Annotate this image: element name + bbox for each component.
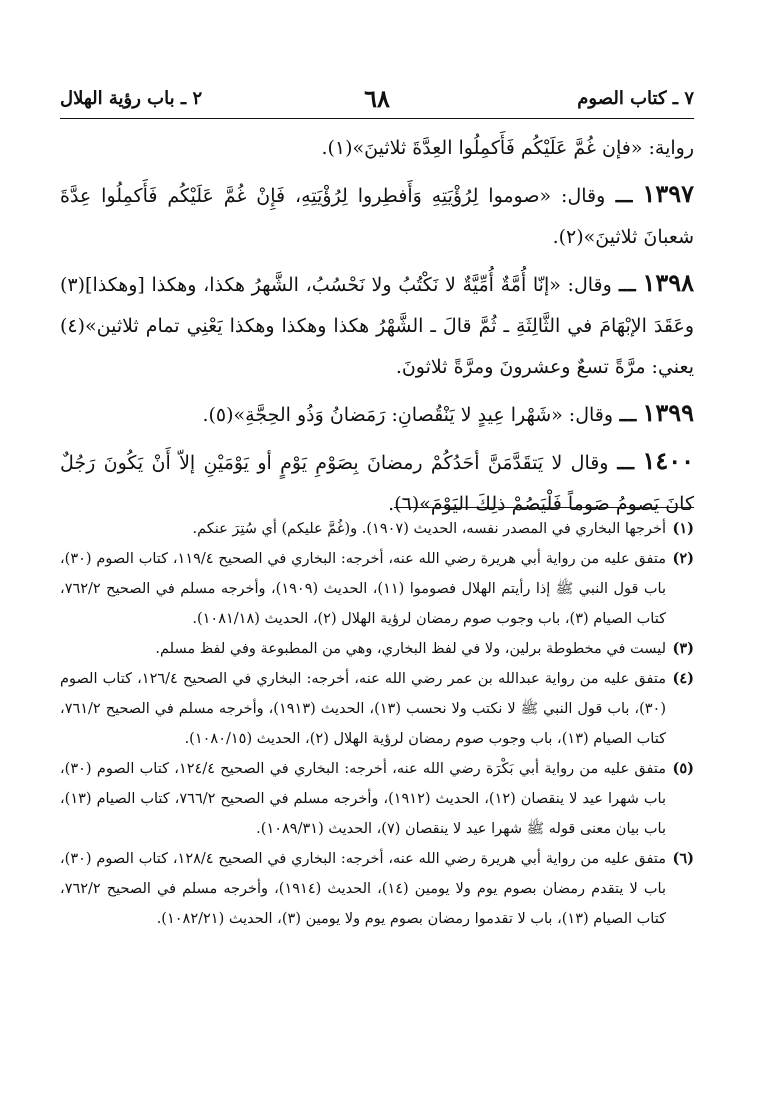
paragraph-text: رواية: «فإن غُمَّ عَلَيْكُم فَأَكمِلُوا العِدَّةَ ثلاثينَ»(١). <box>321 137 694 159</box>
header-rule <box>60 118 694 119</box>
footnote-number: (٢) <box>672 550 694 567</box>
paragraph-text: وقال: «شَهْرا عِيدٍ لا يَنْقُصانِ: رَمَضانُ وَذُو الحِجَّةِ»(٥). <box>202 404 614 426</box>
running-header <box>60 84 694 116</box>
footnotes <box>60 514 694 934</box>
footnote-text: متفق عليه من رواية عبدالله بن عمر رضي الله عنه، أخرجه: البخاري في الصحيح ١٢٦/٤، كتاب الصوم (٣٠)، باب قول النبي ﷺ لا نكتب ولا نحسب (١٣)، الحديث (١٩١٣)، وأخرجه مسلم في الصحيح ٧٦١/٢، كتاب الصيام (١٣)، باب وجوب صوم رمضان لرؤية الهلال (٢)، الحديث (١٠٨٠/١٥). <box>60 671 666 747</box>
section-title: ٢ ـ باب رؤية الهلال <box>60 88 203 109</box>
main-text <box>60 128 694 525</box>
footnote-text: ليست في مخطوطة برلين، ولا في لفظ البخاري، وهي من المطبوعة وفي لفظ مسلم. <box>155 641 666 657</box>
dash-separator: ـــ <box>608 452 635 474</box>
hadith-paragraph <box>60 262 694 388</box>
footnote-text: أخرجها البخاري في المصدر نفسه، الحديث (١٩٠٧). و(غُمَّ عليكم) أي سُتِرَ عنكم. <box>192 521 666 537</box>
chapter-title: ٧ ـ كتاب الصوم <box>577 88 694 109</box>
hadith-paragraph <box>60 128 694 169</box>
footnote <box>60 544 694 634</box>
dash-separator: ـــ <box>611 274 636 296</box>
footnote-number: (١) <box>672 520 694 537</box>
paragraph-text: وقال لا يَتقَدَّمَنَّ أحَدُكُمْ رمضانَ بِصَوْمِ يَوْمٍ أو يَوْمَيْنِ إلاّ أَنْ يَكُونَ رَجُلٌ كانَ يَصومُ صَوماً فَلْيَصُمْ ذلِكَ اليَوْمَ»(٦). <box>60 452 694 515</box>
footnote <box>60 844 694 934</box>
footnote <box>60 634 694 664</box>
footnote-number: (٥) <box>672 760 694 777</box>
hadith-number: ١٣٩٩ <box>642 398 694 427</box>
footnote-number: (٣) <box>672 640 694 657</box>
footnote <box>60 664 694 754</box>
hadith-paragraph <box>60 392 694 436</box>
footnote-rule <box>394 507 694 508</box>
footnote-number: (٦) <box>672 850 694 867</box>
dash-separator: ـــ <box>613 404 637 426</box>
hadith-paragraph <box>60 440 694 525</box>
footnote-number: (٤) <box>672 670 694 687</box>
paragraph-text: وقال: «صوموا لِرُؤْيَتِهِ وَأَفطِروا لِرُؤْيَتِهِ، فَإِنْ غُمَّ عَلَيْكُم فَأَكمِلُوا عِدَّةَ شعبانَ ثلاثينَ»(٢). <box>60 185 694 248</box>
footnote-text: متفق عليه من رواية أبي هريرة رضي الله عنه، أخرجه: البخاري في الصحيح ١١٩/٤، كتاب الصوم (٣٠)، باب قول النبي ﷺ إذا رأيتم الهلال فصوموا (١١)، الحديث (١٩٠٩)، وأخرجه مسلم في الصحيح ٧٦٢/٢، كتاب الصيام (٣)، باب وجوب صوم رمضان لرؤية الهلال (٢)، الحديث (١٠٨١/١٨). <box>60 551 666 627</box>
paragraph-text: وقال: «إنّا أُمَّةٌ أُمِّيَّةٌ لا نَكْتُبُ ولا نَحْسُبُ، الشَّهرُ هكذا، وهكذا [وهكذا](٣) وعَقَدَ الإبْهَامَ في الثَّالِثَةِ ـ ثُمَّ قالَ ـ الشَّهْرُ هكذا وهكذا وهكذا يَعْنِي تمام ثلاثين»(٤) يعني: مرَّةً تسعٌ وعشرونَ ومرَّةً ثلاثونَ. <box>60 274 694 378</box>
page-number: ٦٨ <box>364 84 390 113</box>
hadith-number: ١٤٠٠ <box>642 446 694 475</box>
footnote-text: متفق عليه من رواية أبي هريرة رضي الله عنه، أخرجه: البخاري في الصحيح ١٢٨/٤، كتاب الصوم (٣٠)، باب لا يتقدم رمضان بصوم يوم ولا يومين (١٤)، الحديث (١٩١٤)، وأخرجه مسلم في الصحيح ٧٦٢/٢، كتاب الصيام (١٣)، باب لا تقدموا رمضان بصوم يوم ولا يومين (٣)، الحديث (١٠٨٢/٢١). <box>60 851 666 927</box>
footnote <box>60 514 694 544</box>
footnote-text: متفق عليه من رواية أبي بَكْرَة رضي الله عنه، أخرجه: البخاري في الصحيح ١٢٤/٤، كتاب الصوم (٣٠)، باب شهرا عيد لا ينقصان (١٢)، الحديث (١٩١٢)، وأخرجه مسلم في الصحيح ٧٦٦/٢، كتاب الصيام (١٣)، باب بيان معنى قوله ﷺ شهرا عيد لا ينقصان (٧)، الحديث (١٠٨٩/٣١). <box>60 761 667 837</box>
dash-separator: ـــ <box>605 185 633 207</box>
hadith-number: ١٣٩٧ <box>642 179 694 208</box>
hadith-paragraph <box>60 173 694 258</box>
hadith-number: ١٣٩٨ <box>642 268 694 297</box>
footnote <box>60 754 694 844</box>
